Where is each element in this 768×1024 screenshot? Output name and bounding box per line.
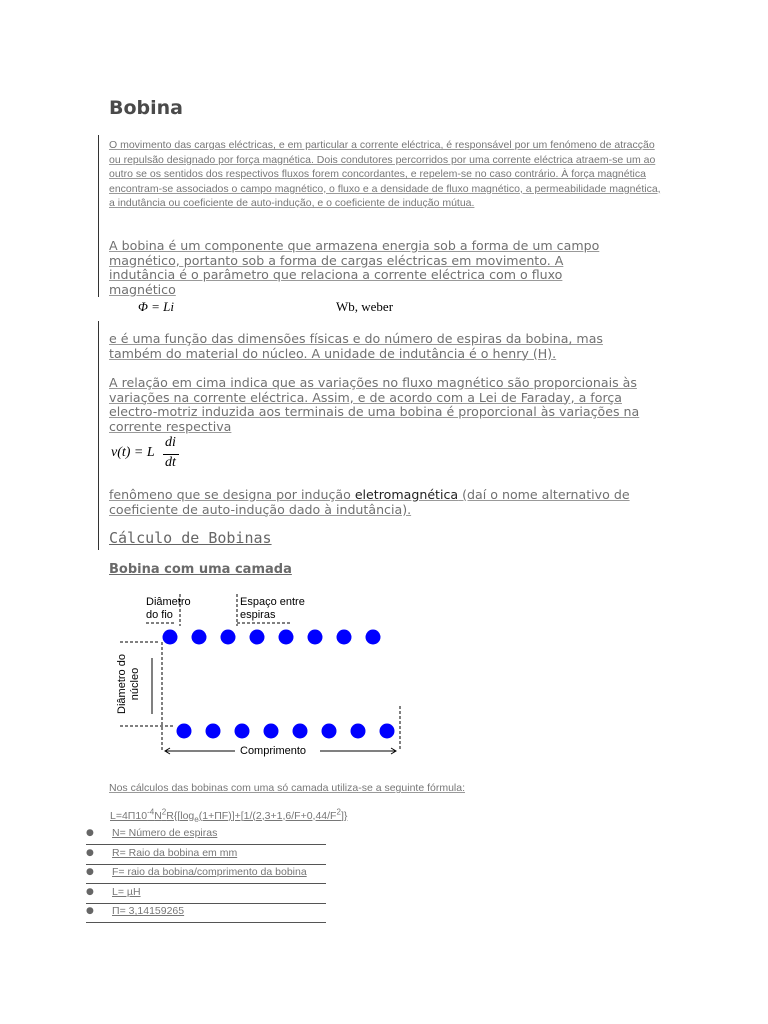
list-item [86, 885, 326, 904]
list-item-text: Π= 3,14159265 [112, 905, 185, 917]
label-diametro-fio: Diâmetro do fio [146, 596, 191, 621]
list-item-text: N= Número de espiras [112, 827, 218, 839]
formula-flux [138, 299, 174, 315]
formula-flux-unit: Wb, weber [336, 299, 394, 314]
paragraph-henry: e é uma função das dimensões físicas e do número de espiras da bobina, mas também do material do núcleo. A unidade de indutância é o henry (H). [109, 331, 603, 361]
formula-faraday-num: di [165, 435, 176, 450]
inducao-text-1: fenômeno que se designa por indução [109, 487, 355, 502]
label-comprimento: Comprimento [240, 745, 307, 757]
intro-paragraph: O movimento das cargas eléctricas, e em particular a corrente eléctrica, é responsável por um fenómeno de atracção ou repulsão designado por força magnética. Dois condutores percorridos por uma corrente eléctrica atraem-se um ao outro se os sentidos dos respectivos fluxos forem concordantes, e repelem-se no caso contrário. À força magnética encontram-se associados o campo magnético, o fluxo e a densidade de fluxo magnético, a permeabilidade magnética, a indutância ou coeficiente de auto-indução, e o coeficiente de indução mútua. [109, 139, 661, 210]
list-item [86, 826, 326, 845]
subsection-title: Bobina com uma camada [109, 562, 292, 577]
bullet-icon: ● [86, 906, 94, 916]
formula-faraday-den: dt [165, 455, 176, 470]
calc-formula [110, 807, 347, 824]
list-item-text: F= raio da bobina/comprimento da bobina [112, 866, 307, 878]
list-item [86, 865, 326, 884]
calc-formula-text: $L=4\Pi 10^{-4}N^2R\{[\log_e(1+\Pi F)]+[1/(2,3+1,6/F+0,44/F^2]\}$ [110, 807, 348, 824]
paragraph-faraday: A relação em cima indica que as variações no fluxo magnético são proporcionais às variações na corrente eléctrica. Assim, e de acordo com a Lei de Faraday, a força electro-motriz induzida aos terminais de uma bobina é proporcional às variações na corrente respectiva [109, 375, 640, 434]
bullet-icon: ● [86, 828, 94, 838]
list-item-text: L= µH [112, 885, 141, 898]
label-espaco-espiras: Espaço entre espiras [240, 596, 305, 621]
coil-diagram [110, 586, 410, 766]
margin-line [98, 321, 99, 550]
bullet-icon: ● [86, 886, 94, 897]
paragraph-inducao [109, 488, 657, 517]
formula-flux-expr: Φ = Li [138, 299, 175, 314]
label-diametro-nucleo: Diâmetro do núcleo [116, 654, 141, 714]
margin-line [98, 135, 99, 297]
inducao-link[interactable]: eletromagnética [354, 487, 459, 502]
formula-faraday-lhs: v(t) = L [111, 445, 155, 460]
list-item [86, 904, 326, 923]
list-item [86, 846, 326, 865]
calc-intro: Nos cálculos das bobinas com uma só camada utiliza-se a seguinte fórmula: [109, 782, 466, 794]
section-title: Cálculo de Bobinas [109, 529, 272, 547]
paragraph-bobina: A bobina é um componente que armazena energia sob a forma de um campo magnético, portanto sob a forma de cargas eléctricas em movimento. A indutância é o parâmetro que relaciona a corrente eléctrica com o fluxo magnético [109, 238, 600, 297]
bullet-icon: ● [86, 867, 94, 877]
bullet-icon: ● [86, 847, 94, 858]
inducao-text-2: (daí o nome alternativo de coeficiente de auto-indução dado à indutância). [109, 487, 630, 517]
list-item-text: R= Raio da bobina em mm [112, 846, 238, 859]
page-title: Bobina [109, 97, 183, 119]
